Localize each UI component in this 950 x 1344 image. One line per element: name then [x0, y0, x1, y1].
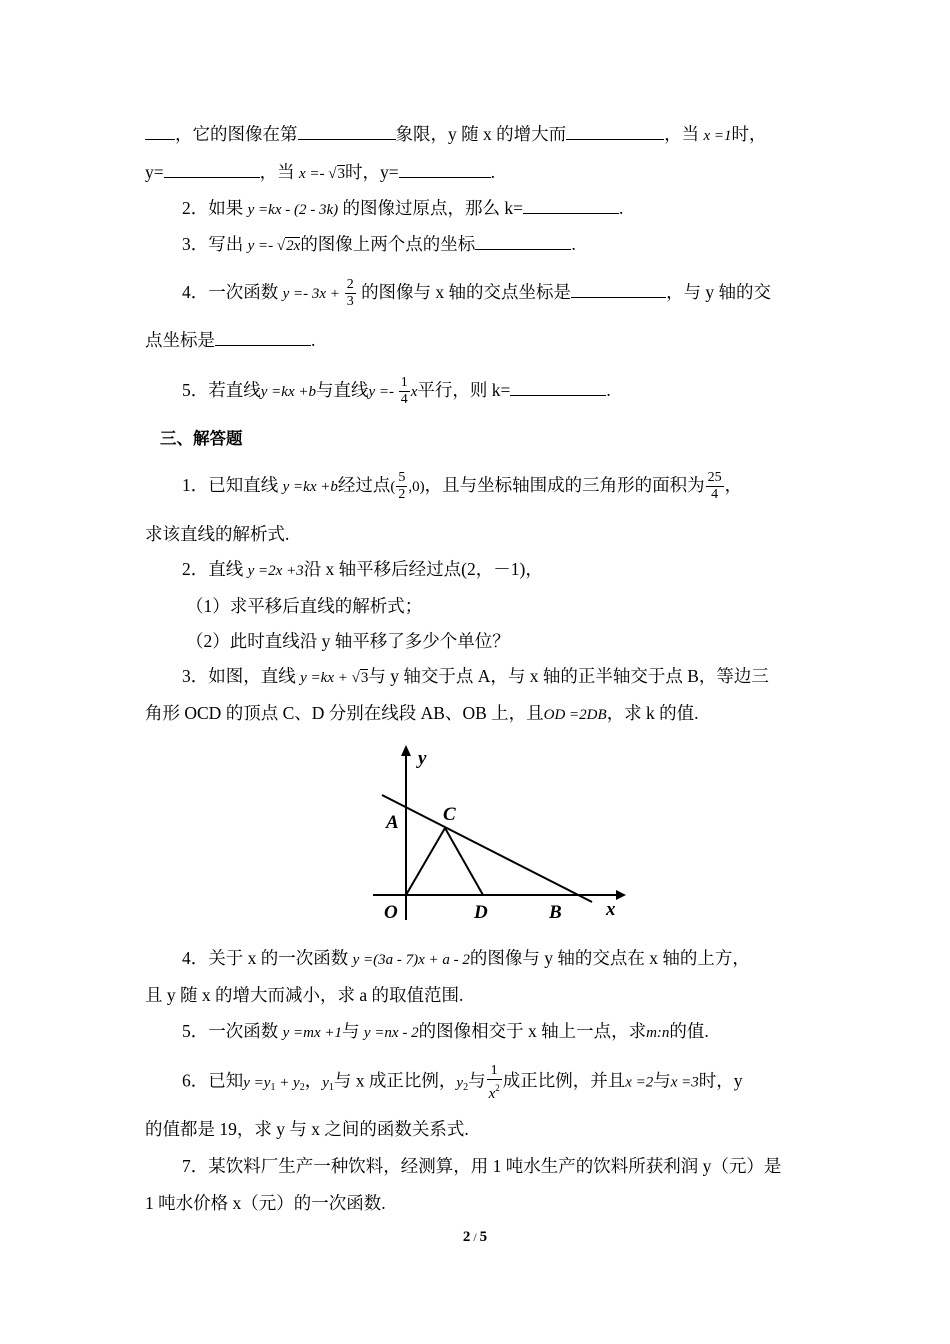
- problem-3: 3．如图，直线 y =kx + √3与 y 轴交于点 A，与 x 轴的正半轴交于点 B，等边三: [182, 666, 769, 686]
- fraction: $\frac{25}{4}$: [707, 470, 722, 503]
- problem-2: 2．直线 y =2x +3沿 x 轴平移后经过点(2，－1)，: [182, 559, 543, 579]
- label-o: O: [384, 902, 398, 923]
- problem-2-part-2: （2）此时直线沿 y 轴平移了多少个单位？: [186, 631, 510, 651]
- problem-3-cont: 角形 OCD 的顶点 C、D 分别在线段 AB、OB 上，且OD =2DB，求 k 的值.: [145, 703, 699, 723]
- problem-5: 5．一次函数 y =mx +1与 y =nx - 2的图像相交于 x 轴上一点，求m:n的值.: [182, 1021, 709, 1041]
- answer-blank[interactable]: [510, 378, 606, 396]
- problem-7: 7．某饮料厂生产一种饮料，经测算，用 1 吨水生产的饮料所获利润 y（元）是: [182, 1156, 782, 1176]
- fraction: $\frac{5}{2}$: [398, 470, 406, 503]
- fill-blank-1-line2: y= ，当 x =- √3时，y= .: [145, 162, 496, 182]
- section-title: 三、解答题: [160, 429, 243, 448]
- fill-question-4: 4．一次函数 y =- 3x + $\frac{2}{3}$ 的图像与 x 轴的交点坐标是 ，与 y 轴的交: [182, 277, 772, 310]
- label-a: A: [386, 812, 399, 833]
- answer-blank[interactable]: [164, 160, 260, 178]
- fill-question-3: 3．写出 y =- √2x的图像上两个点的坐标 .: [182, 234, 576, 254]
- label-y: y: [418, 748, 427, 769]
- answer-blank[interactable]: [523, 196, 619, 214]
- fill-blank-1-continued: ，它的图像在第 象限，y 随 x 的增大而 ，当 x =1时，: [145, 122, 810, 148]
- fraction: $\frac{2}{3}$: [346, 277, 354, 310]
- segment-cd: [445, 828, 483, 895]
- y-axis-arrow-icon: [401, 745, 411, 756]
- problem-6: 6．已知$y =y_1 + y_2$，$y_1$与 x 成正比例，$y_2$与 $\frac{1}{x^2}$ 成正比例，并且x =2与x =3时，y: [182, 1063, 743, 1102]
- fill-question-4-cont: 点坐标是 .: [145, 330, 316, 350]
- page-number: 2 / 5: [462, 1229, 488, 1245]
- label-d: D: [474, 902, 488, 923]
- label-c: C: [443, 804, 456, 825]
- geometry-figure: [368, 740, 628, 925]
- answer-blank[interactable]: [566, 122, 664, 140]
- problem-1: 1．已知直线 y =kx +b经过点( $\frac{5}{2}$ ,0)，且与坐标轴围成的三角形的面积为 $\frac{25}{4}$ ，: [182, 470, 743, 503]
- segment-oc: [406, 828, 445, 895]
- answer-blank[interactable]: [571, 280, 666, 298]
- problem-1-cont: 求该直线的解析式.: [145, 524, 290, 544]
- problem-4-cont: 且 y 随 x 的增大而减小，求 a 的取值范围.: [145, 985, 464, 1005]
- problem-6-cont: 的值都是 19，求 y 与 x 之间的函数关系式.: [145, 1119, 469, 1139]
- fraction: $\frac{1}{x^2}$: [488, 1063, 500, 1102]
- problem-7-cont: 1 吨水价格 x（元）的一次函数.: [145, 1193, 386, 1213]
- answer-blank[interactable]: [475, 232, 571, 250]
- fill-question-2: 2．如果 y =kx - (2 - 3k) 的图像过原点，那么 k= .: [182, 198, 624, 218]
- answer-blank[interactable]: [145, 122, 175, 140]
- answer-blank[interactable]: [399, 160, 491, 178]
- answer-blank[interactable]: [298, 122, 396, 140]
- fill-question-5: 5．若直线y =kx +b与直线y =- $\frac{1}{4}$ x平行，则 k= .: [182, 375, 611, 408]
- label-x: x: [606, 899, 616, 920]
- problem-2-part-1: （1）求平移后直线的解析式；: [186, 596, 423, 616]
- x-axis-arrow-icon: [616, 890, 626, 900]
- line-ab: [382, 795, 592, 902]
- answer-blank[interactable]: [215, 328, 311, 346]
- fraction: $\frac{1}{4}$: [400, 375, 408, 408]
- label-b: B: [549, 902, 562, 923]
- problem-4: 4．关于 x 的一次函数 y =(3a - 7)x + a - 2的图像与 y 轴的交点在 x 轴的上方，: [182, 948, 750, 968]
